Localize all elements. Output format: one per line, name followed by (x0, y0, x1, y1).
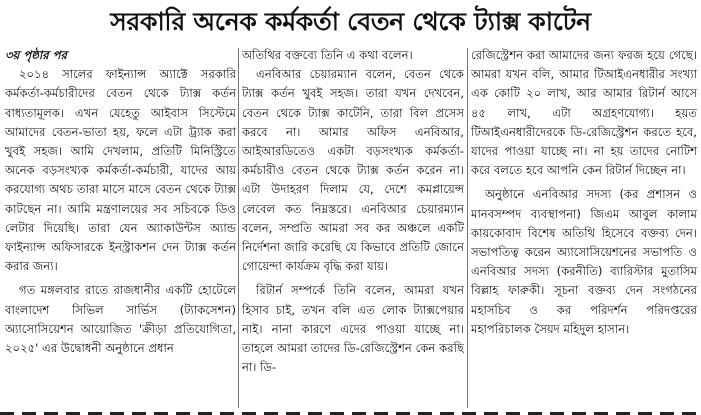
column-divider-2 (467, 48, 468, 408)
headline: সরকারি অনেক কর্মকর্তা বেতন থেকে ট্যাক্স কাটেন (110, 7, 591, 36)
paragraph: অনুষ্ঠানে এনবিআর সদস্য (কর প্রশাসন ও মানবসম্পদ ব্যবস্থাপনা) জিএম আবুল কালাম কায়কোবাদ বিশেষ অতিথি হিসেবে বক্তব্য দেন। সভাপতিত্ব করেন অ্যাসোসিয়েশনের সভাপতি ও এনবিআর সদস্য (করনীতি) ব্যারিস্টার মুতাসিম বিল্লাহ ফারুকী। সূচনা বক্তব্য দেন সংগঠনের মহাসচিব ও কর পরিদর্শন পরিদপ্তরের মহাপরিচালক সৈয়দ মহিদুল হাসান। (471, 187, 697, 336)
paragraph: রিটার্ন সম্পর্কে তিনি বলেন, আমরা যখন হিসাব চাই, তখন বলি এত লোক ট্যাক্সপেয়ার নাই। নানা কারণে এদের পাওয়া যাচ্ছে না। তাহলে আমরা তাদের ডি-রেজিস্ট্রেশন কেন করছি না। ডি- (242, 283, 464, 375)
paragraph: গত মঙ্গলবার রাতে রাজধানীর একটি হোটেলে বাংলাদেশ সিভিল সার্ভিস (ট্যাকসেশন) অ্যাসোসিয়েশন আয়োজিত 'ক্রীড়া প্রতিযোগিতা, ২০২৫' এর উদ্বোধনী অনুষ্ঠানে প্রধান (5, 283, 236, 356)
article-column-2 (242, 46, 464, 412)
paragraph: অতিথির বক্তব্যে তিনি এ কথা বলেন। (242, 48, 413, 62)
paragraph: এনবিআর চেয়ারম্যান বলেন, বেতন থেকে ট্যাক্স কর্তন খুবই সহজ। তারা যখন দেখবেন, বেতন থেকে ট্যাক্স কাটেনি, তারা বিল প্রসেস করবে না। আমার অফিস এনবিআর, আইআরডিতেও একটা বড়সংখ্যক কর্মকর্তা-কর্মচারীও বেতন থেকে ট্যাক্স কর্তন করেন না। এটা উদাহরণ দিলাম যে, দেশে কমপ্লায়েন্স লেবেল কত নিম্নস্তরে। এনবিআর চেয়ারম্যান বলেন, সম্প্রতি আমরা সব কর অঞ্চলে একটি নির্দেশনা জারি করেছি যে কিভাবে প্রতিটি জোনে গোয়েন্দা কার্যক্রম বৃদ্ধি করা যায়। (242, 67, 464, 274)
column-divider-1 (238, 48, 239, 408)
paragraph: রেজিস্ট্রেশন করা আমাদের জন্য ফরজ হয়ে গেছে। আমরা যখন বলি, আমার টিআইএনধারীর সংখ্যা এক কোটি ২০ লাখ, আর আমার রিটার্ন আসে ৪৫ লাখ, এটা অগ্রহণযোগ্য। হয়ত টিআইএনধারীদেরকে ডি-রেজিস্ট্রেশন করতে হবে, যাদের পাওয়া যাচ্ছে না। না হয় তাদের নোটিশ করে বলতে হবে আপনি কেন রিটার্ন দিচ্ছেন না। (471, 48, 697, 178)
article-column-1 (5, 46, 236, 412)
paragraph: ২০১৪ সালের ফাইন্যান্স অ্যাক্টে সরকারি কর্মকর্তা-কর্মচারীদের বেতন থেকে ট্যাক্স কর্তন বাধ্যতামূলক। এখন যেহেতু আইবাস সিস্টেমে আমাদের বেতন-ভাতা হয়, ফলে এটা ট্র্যাক করা খুবই সহজ। আমি দেখলাম, প্রতিটি মিনিস্ট্রিতে অনেক বড়সংখ্যক কর্মকর্তা-কর্মচারী, যাদের আয় করযোগ্য অথচ তারা মাসে মাসে বেতন থেকে ট্যাক্স কাটছেন না। আমি মন্ত্রণালয়ের সব সচিবকে ডিও লেটার দিয়েছি। তারা যেন অ্যাকাউন্টস অ্যান্ড ফাইন্যান্স অফিসারকে ইনস্ট্রাকশন দেন ট্যাক্স কর্তন করার জন্য। (5, 67, 236, 274)
continuation-kicker: ৩য় পৃষ্ঠার পর (5, 48, 67, 62)
article-column-3 (471, 46, 697, 412)
